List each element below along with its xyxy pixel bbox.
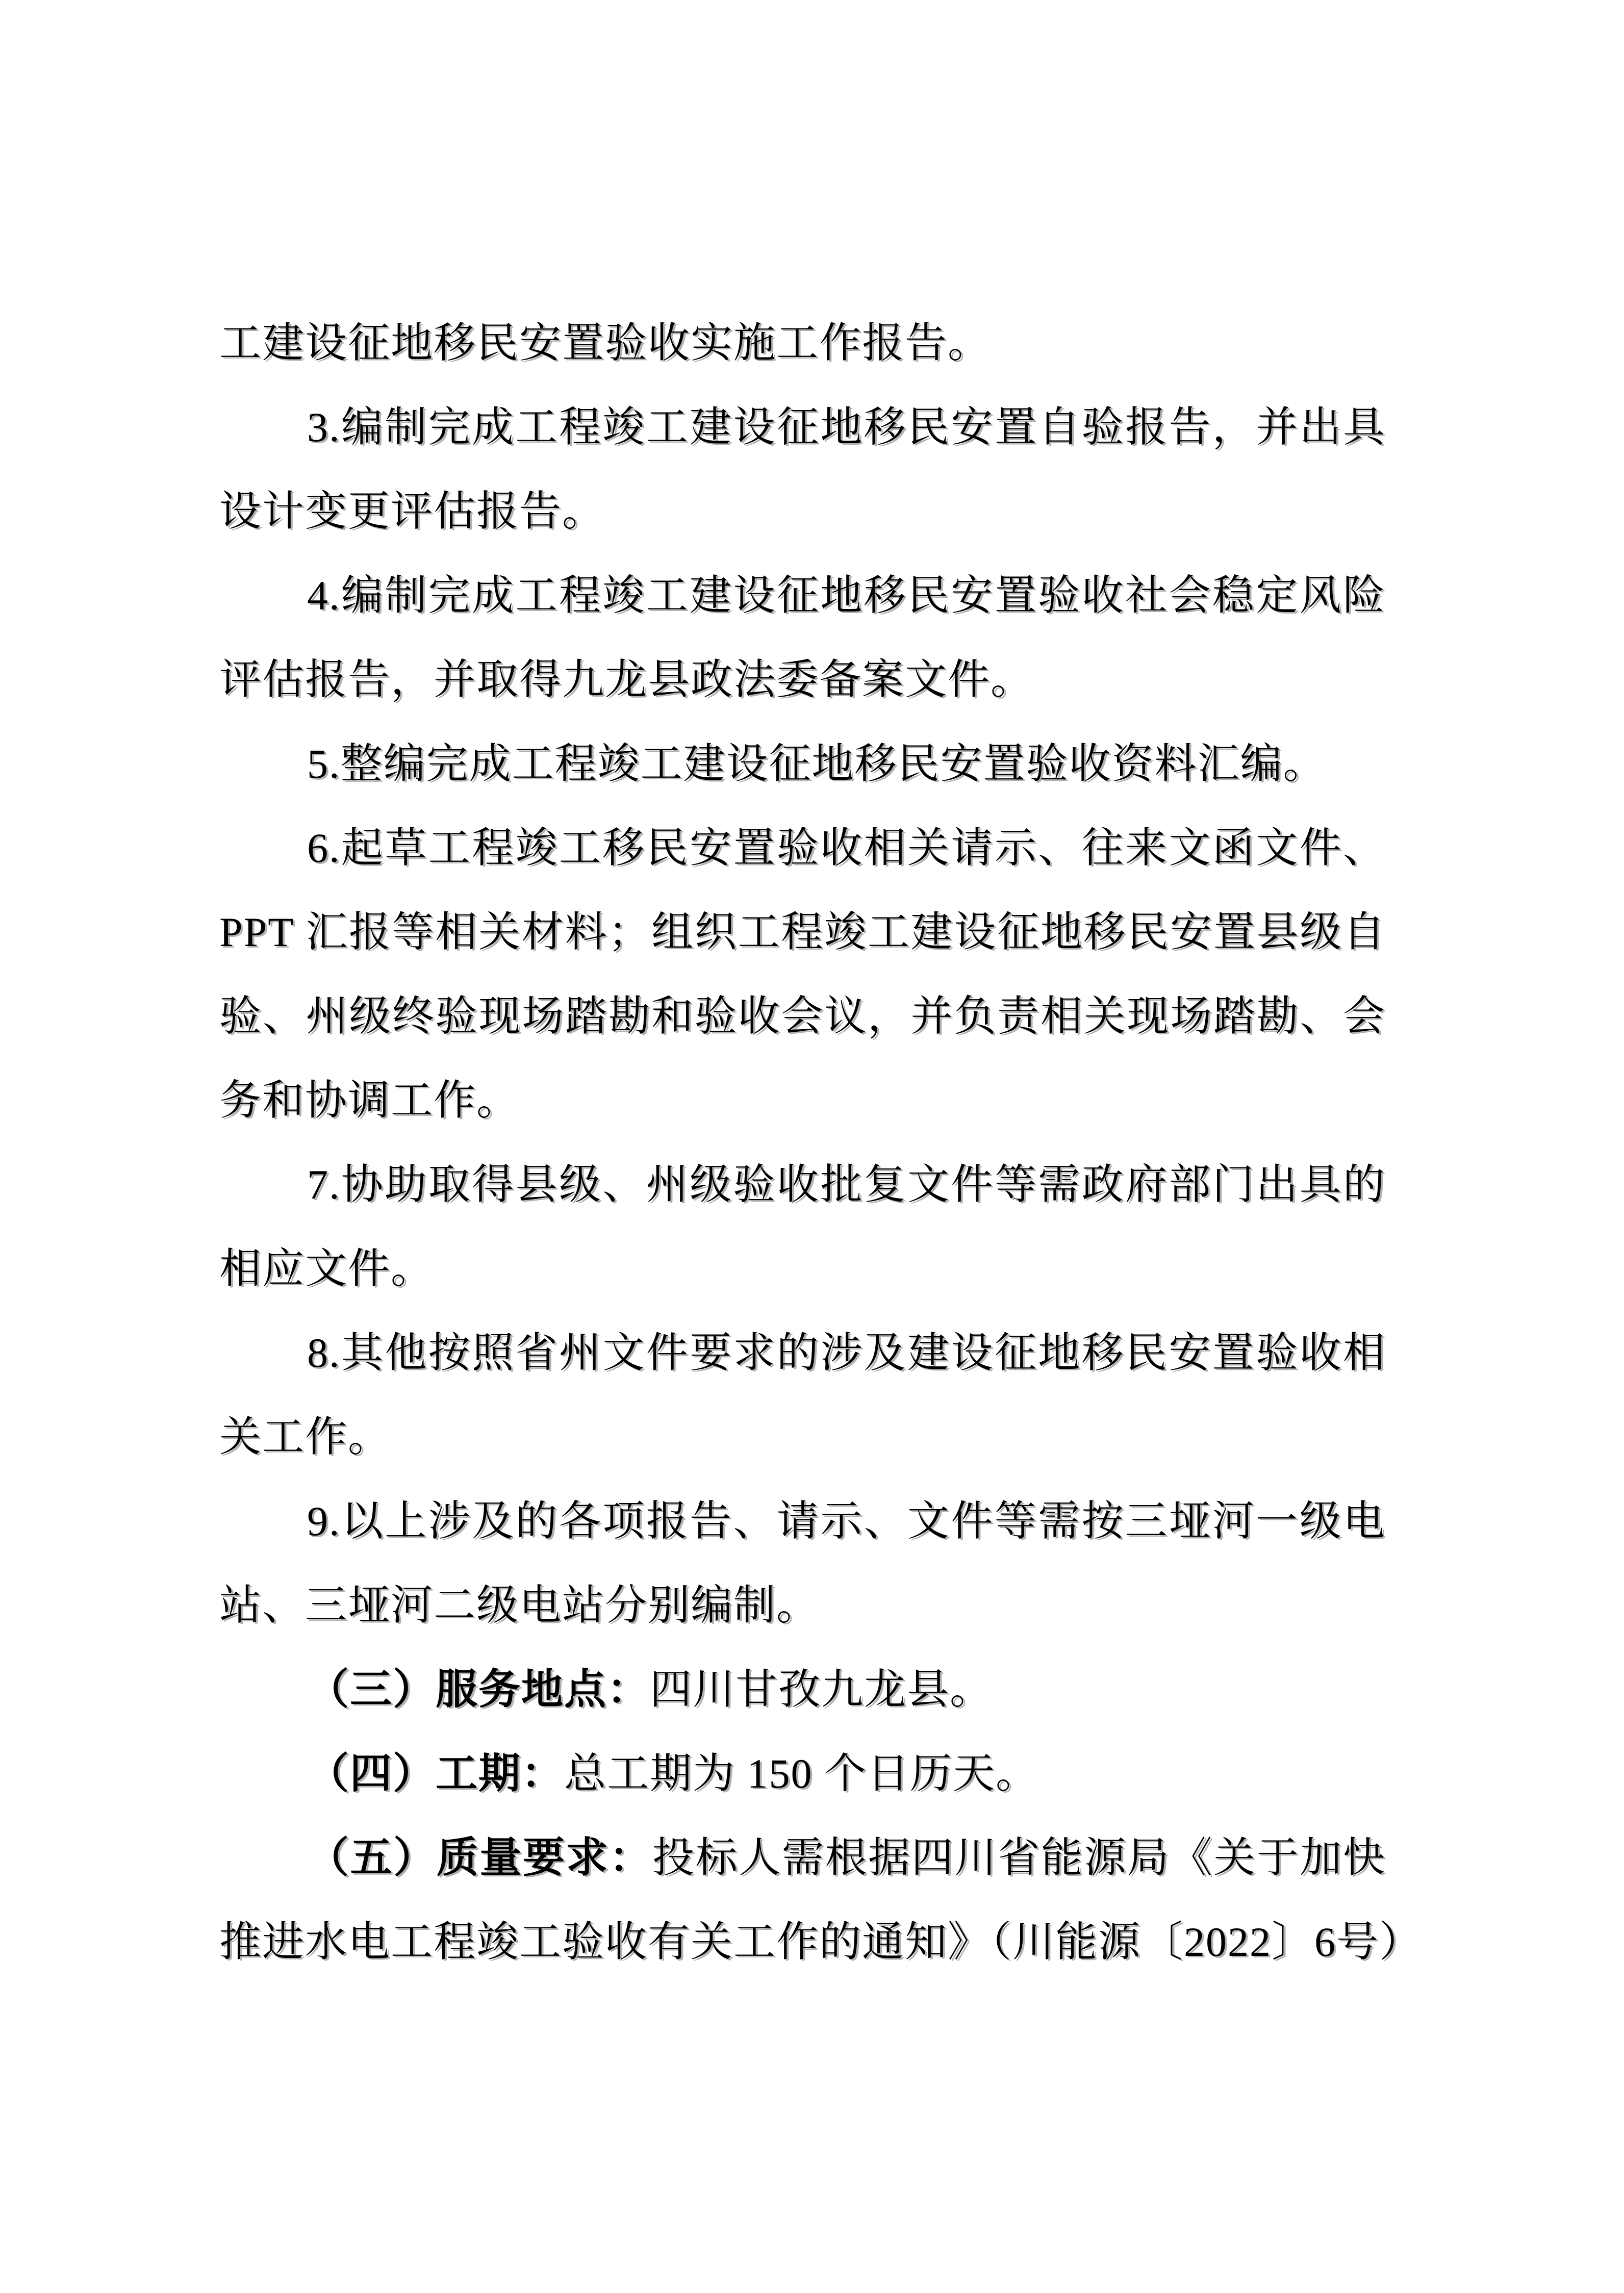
line-text: 6.起草工程竣工移民安置验收相关请示、往来文函文件、 bbox=[307, 825, 1386, 871]
text-line bbox=[219, 890, 1386, 974]
line-text: 关工作。 bbox=[219, 1414, 391, 1460]
line-text: 9.以上涉及的各项报告、请示、文件等需按三垭河一级电 bbox=[307, 1498, 1386, 1544]
text-line bbox=[219, 1227, 1386, 1311]
text-line bbox=[219, 638, 1386, 722]
text-line bbox=[219, 1311, 1386, 1395]
line-text: 站、三垭河二级电站分别编制。 bbox=[219, 1582, 820, 1628]
text-line bbox=[219, 1395, 1386, 1479]
line-text: 相应文件。 bbox=[219, 1245, 434, 1292]
line-text: PPT 汇报等相关材料；组织工程竣工建设征地移民安置县级自 bbox=[219, 909, 1386, 955]
line-text: 四川甘孜九龙县。 bbox=[650, 1666, 993, 1713]
document-body bbox=[219, 301, 1423, 1984]
text-line bbox=[219, 1816, 1386, 1900]
text-line bbox=[219, 1563, 1386, 1647]
text-line bbox=[219, 1731, 1386, 1816]
line-text: 务和协调工作。 bbox=[219, 1077, 520, 1124]
text-line bbox=[219, 385, 1386, 469]
text-line bbox=[219, 1647, 1386, 1731]
text-line bbox=[219, 553, 1386, 638]
text-line bbox=[219, 722, 1386, 806]
line-text: 投标人需根据四川省能源局《关于加快 bbox=[652, 1835, 1386, 1881]
text-line bbox=[219, 301, 1386, 385]
line-text: 工建设征地移民安置验收实施工作报告。 bbox=[219, 320, 991, 366]
text-line bbox=[219, 1142, 1386, 1227]
line-text: 5.整编完成工程竣工建设征地移民安置验收资料汇编。 bbox=[307, 741, 1326, 787]
line-text: 4.编制完成工程竣工建设征地移民安置验收社会稳定风险 bbox=[307, 572, 1386, 619]
text-line bbox=[219, 1900, 1423, 1984]
line-head: （五）质量要求： bbox=[307, 1835, 652, 1881]
line-text: 设计变更评估报告。 bbox=[219, 488, 605, 534]
text-line bbox=[219, 1479, 1386, 1563]
text-line bbox=[219, 974, 1386, 1058]
line-text: 总工期为 150 个日历天。 bbox=[564, 1750, 1039, 1797]
line-text: 7.协助取得县级、州级验收批复文件等需政府部门出具的 bbox=[307, 1161, 1386, 1208]
line-text: 推进水电工程竣工验收有关工作的通知》（川能源〔2022〕6号） bbox=[219, 1919, 1423, 1965]
line-text: 评估报告，并取得九龙县政法委备案文件。 bbox=[219, 656, 1034, 703]
line-head: （三）服务地点： bbox=[307, 1666, 650, 1713]
line-text: 3.编制完成工程竣工建设征地移民安置自验报告，并出具 bbox=[307, 404, 1386, 450]
line-text: 验、州级终验现场踏勘和验收会议，并负责相关现场踏勘、会 bbox=[219, 993, 1386, 1039]
text-line bbox=[219, 1058, 1386, 1142]
line-head: （四）工期： bbox=[307, 1750, 565, 1797]
text-line bbox=[219, 806, 1386, 890]
line-text: 8.其他按照省州文件要求的涉及建设征地移民安置验收相 bbox=[307, 1330, 1386, 1376]
text-line bbox=[219, 469, 1386, 553]
